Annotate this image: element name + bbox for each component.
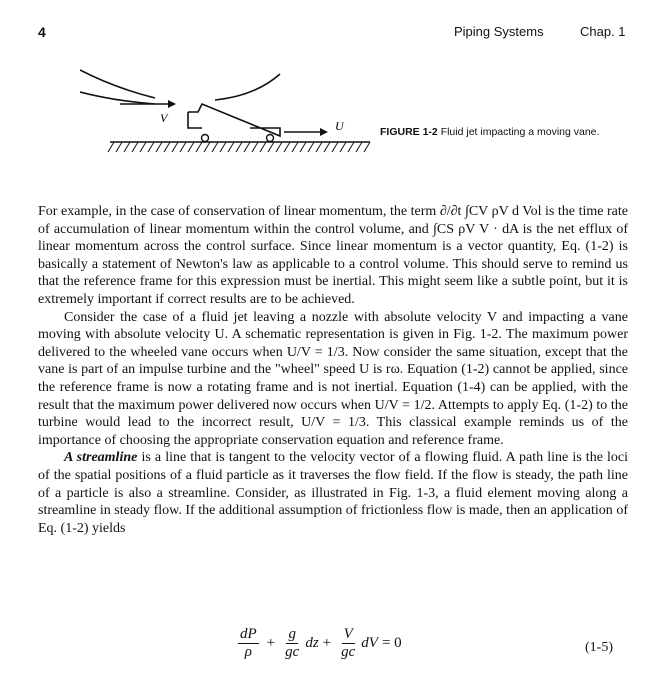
figure-caption-label: FIGURE 1-2	[380, 126, 438, 138]
page-number: 4	[38, 24, 46, 40]
eq-plus-2: +	[322, 635, 332, 651]
page-header	[0, 24, 652, 44]
figure-caption	[380, 125, 630, 139]
paragraph-1	[38, 203, 628, 309]
vane-jet-deflection	[215, 74, 280, 100]
vane-velocity-label: U	[335, 119, 344, 133]
paragraph-text: For example, in the case of conservation of linear momentum, the term ∂/∂t ∫CV ρV d Vol is the time rate of accumulation of linear momentum within the control volume, and ∫CS ρV V · dA is the net efflux of linear momentum across the control surface. Since linear momentum is a vector quantity, Eq. (1-2) is basically a statement of Newton's law as applicable to a control volume. This should serve to remind us that the reference frame for this expression must be inertial. This might seem like a subtle point, but it is extremely important if correct results are to be achieved.	[38, 204, 628, 307]
figure-caption-text: Fluid jet impacting a moving vane.	[440, 126, 600, 138]
equation-body	[234, 626, 406, 661]
paragraph-lead-term: A streamline	[64, 450, 138, 466]
equation-1-5	[0, 626, 652, 676]
eq-gc-1: gc	[285, 644, 300, 660]
body-text	[38, 203, 628, 537]
eq-g: g	[288, 626, 296, 642]
eq-rho: ρ	[244, 644, 252, 660]
fraction-v-gc	[339, 626, 357, 661]
jet-vane-figure	[80, 60, 380, 160]
jet-arrowhead	[168, 100, 176, 108]
eq-V: V	[343, 626, 353, 642]
eq-equals-zero: = 0	[381, 635, 402, 651]
eq-plus-1: +	[266, 635, 276, 651]
ground-hatching	[108, 142, 370, 152]
eq-gc-2: gc	[341, 644, 356, 660]
paragraph-text: Consider the case of a fluid jet leaving a nozzle with absolute velocity V and impacting a vane moving with absolute velocity U. A schematic representation is given in Fig. 1-2. The maximum power delivered to the wheeled vane occurs when U/V = 1/3. Now consider the same situation, except that the vane is part of an impulse turbine and the "wheel" speed U is rω. Equation (1-2) cannot be applied, since the reference frame is now a rotating frame and is not inertial. Equation (1-4) can be applied, with the result that the maximum power delivered now occurs when U/V = 1/2. Attempts to apply Eq. (1-2) to the turbine would lead to the incorrect result, U/V = 1/3. This classical example reminds us of the importance of choosing the appropriate conservation equation and reference frame.	[38, 309, 628, 448]
chapter-label: Chap. 1	[580, 24, 626, 39]
fraction-g-gc	[283, 626, 301, 661]
eq-dV: dV	[361, 635, 378, 651]
equation-number: (1-5)	[585, 640, 613, 655]
paragraph-text: is a line that is tangent to the velocity vector of a flowing fluid. A path line is the loci of the spatial positions of a fluid particle as it traverses the flow field. If the flow is steady, the path line of a particle is also a streamline. Consider, as illustrated in Fig. 1-3, a fluid element moving along a streamline in steady flow. If the additional assumption of frictionless flow is made, then an application of Eq. (1-2) yields	[38, 450, 629, 536]
running-title: Piping Systems	[454, 24, 544, 39]
wheel-left	[202, 135, 209, 142]
fraction-dp-rho	[238, 626, 259, 661]
paragraph-3	[38, 449, 628, 537]
nozzle-outline	[80, 70, 155, 104]
eq-dz: dz	[305, 635, 319, 651]
vane-arrowhead	[320, 128, 328, 136]
wheel-right	[267, 135, 274, 142]
jet-velocity-label: V	[160, 111, 168, 125]
paragraph-2	[38, 309, 628, 450]
eq-dP: dP	[240, 626, 257, 642]
vane-shape	[188, 104, 280, 136]
